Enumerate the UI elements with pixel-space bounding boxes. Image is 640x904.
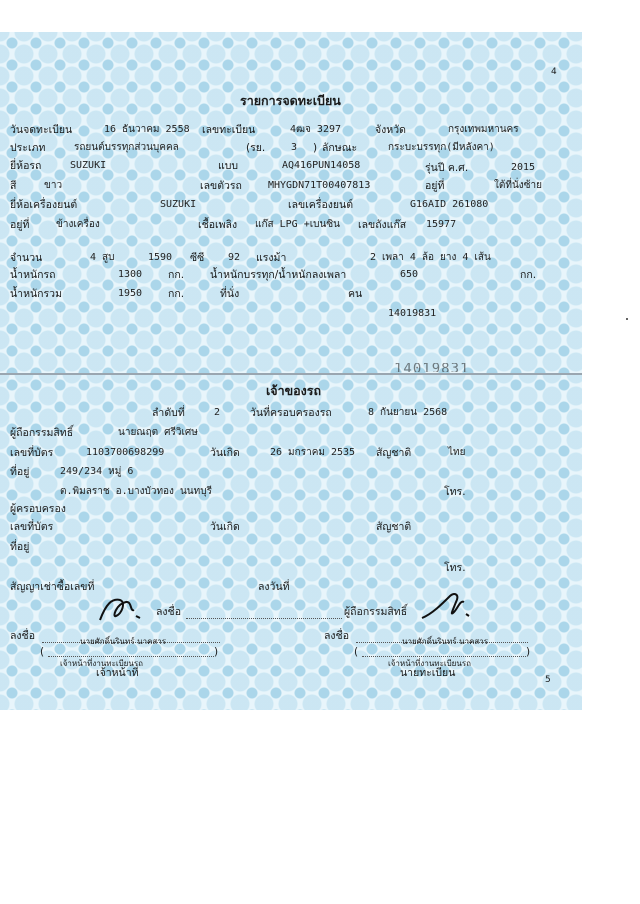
possess-date-label: วันที่ครอบครองรถ bbox=[250, 407, 332, 419]
official-right-position: เจ้าหน้าที่งานทะเบียนรถ bbox=[388, 659, 471, 668]
possessor-dob-label: วันเกิด bbox=[210, 521, 240, 533]
weight-value: 1300 bbox=[118, 269, 143, 280]
official-left-role: เจ้าหน้าที่ bbox=[96, 667, 139, 679]
official-left-paren-close: ) bbox=[214, 646, 219, 658]
axles-value: 2 เพลา 4 ล้อ ยาง 4 เส้น bbox=[370, 252, 491, 263]
chassis-value: MHYGDN71T00407813 bbox=[268, 180, 371, 191]
id-label: เลขที่บัตร bbox=[10, 447, 54, 459]
weight-unit: กก. bbox=[168, 269, 185, 281]
ry-close: ) bbox=[313, 142, 318, 154]
brand-label: ยี่ห้อรถ bbox=[10, 160, 42, 172]
page-number-top: 4 bbox=[551, 67, 557, 77]
serial-number-cut: 14019831 bbox=[394, 363, 470, 372]
engine-location-label: อยู่ที่ bbox=[10, 219, 30, 231]
possess-date-value: 8 กันยายน 2568 bbox=[368, 407, 448, 418]
type-value: รถยนต์บรรทุกส่วนบุคคล bbox=[74, 142, 179, 153]
possessor-title: ผู้ครอบครอง bbox=[10, 503, 66, 515]
nationality-value: ไทย bbox=[448, 447, 466, 458]
owner-signature-left bbox=[96, 594, 146, 624]
official-right-role: นายทะเบียน bbox=[400, 667, 456, 679]
seats-unit: คน bbox=[348, 288, 363, 300]
weight-label: น้ำหนักรถ bbox=[10, 269, 56, 281]
cc-value: 1590 bbox=[148, 252, 173, 263]
total-weight-unit: กก. bbox=[168, 288, 185, 300]
ry-label: (รย. bbox=[246, 142, 266, 154]
color-value: ขาว bbox=[44, 180, 63, 191]
address-label: ที่อยู่ bbox=[10, 466, 30, 478]
tank-value: 15977 bbox=[426, 219, 457, 230]
cylinders-value: 4 สูบ bbox=[90, 252, 115, 263]
load-value: 650 bbox=[400, 269, 419, 280]
total-weight-value: 1950 bbox=[118, 288, 143, 299]
load-label: น้ำหนักบรรทุก/น้ำหนักลงเพลา bbox=[210, 269, 347, 281]
possessor-nationality-label: สัญชาติ bbox=[376, 521, 412, 533]
engine-location-value: ข้างเครื่อง bbox=[56, 219, 100, 230]
model-label: แบบ bbox=[218, 160, 239, 172]
official-right-paren-close: ) bbox=[526, 646, 531, 658]
seats-label: ที่นั่ง bbox=[220, 288, 240, 300]
page-divider bbox=[0, 373, 582, 375]
dob-value: 26 มกราคม 2535 bbox=[270, 447, 356, 458]
id-value: 1103700698299 bbox=[86, 447, 165, 458]
stray-dot bbox=[626, 318, 628, 320]
fuel-label: เชื้อเพลิง bbox=[198, 219, 238, 231]
official-left-position: เจ้าหน้าที่งานทะเบียนรถ bbox=[60, 659, 143, 668]
hp-value: 92 bbox=[228, 252, 241, 263]
ry-value: 3 bbox=[291, 142, 298, 153]
official-right-name: นายศักดิ์นรินทร์ นาคสาร bbox=[402, 637, 489, 646]
possessor-address-label: ที่อยู่ bbox=[10, 541, 30, 553]
official-right-name-line bbox=[362, 656, 526, 657]
type-label: ประเภท bbox=[10, 142, 46, 154]
color-label: สี bbox=[10, 180, 17, 192]
reg-date-label: วันจดทะเบียน bbox=[10, 124, 73, 136]
official-left-paren-open: ( bbox=[40, 646, 45, 658]
official-left-name: นายศักดิ์นรินทร์ นาคสาร bbox=[80, 637, 167, 646]
hp-label: แรงม้า bbox=[256, 252, 287, 264]
contract-sign-line bbox=[186, 618, 342, 619]
hire-date-label: ลงวันที่ bbox=[258, 581, 290, 593]
fuel-value: แก๊ส LPG +เบนซิน bbox=[255, 219, 340, 230]
style-value: กระบะบรรทุก(มีหลังคา) bbox=[388, 142, 495, 153]
province-label: จังหวัด bbox=[375, 124, 406, 136]
owner-signature-right bbox=[420, 590, 472, 622]
owner-order-value: 2 bbox=[214, 407, 221, 418]
registration-title: รายการจดทะเบียน bbox=[240, 93, 341, 108]
model-value: AQ416PUN14058 bbox=[282, 160, 361, 171]
engine-brand-value: SUZUKI bbox=[160, 199, 197, 210]
possessor-tel-label: โทร. bbox=[444, 562, 466, 574]
year-label: รุ่นปี ค.ศ. bbox=[425, 162, 469, 174]
official-right-sign-label: ลงชื่อ bbox=[324, 630, 349, 642]
brand-value: SUZUKI bbox=[70, 160, 107, 171]
tank-label: เลขถังแก๊ส bbox=[358, 219, 407, 231]
chassis-location-label: อยู่ที่ bbox=[425, 180, 445, 192]
contract-sign-label: ลงชื่อ bbox=[156, 606, 181, 618]
total-weight-label: น้ำหนักรวม bbox=[10, 288, 62, 300]
official-left-name-line bbox=[48, 656, 214, 657]
dob-label: วันเกิด bbox=[210, 447, 240, 459]
page-number-bottom: 5 bbox=[545, 675, 551, 685]
reg-date-value: 16 ธันวาคม 2558 bbox=[104, 124, 190, 135]
count-label: จำนวน bbox=[10, 252, 43, 264]
owner-tel-label: โทร. bbox=[444, 486, 466, 498]
engine-brand-label: ยี่ห้อเครื่องยนต์ bbox=[10, 199, 78, 211]
possessor-id-label: เลขที่บัตร bbox=[10, 521, 54, 533]
load-unit: กก. bbox=[520, 269, 537, 281]
nationality-label: สัญชาติ bbox=[376, 447, 412, 459]
style-label: ลักษณะ bbox=[322, 142, 358, 154]
cc-label: ซีซี bbox=[190, 252, 205, 264]
address-line1: 249/234 หมู่ 6 bbox=[60, 466, 134, 477]
chassis-label: เลขตัวรถ bbox=[200, 180, 242, 192]
official-right-paren-open: ( bbox=[354, 646, 359, 658]
engine-no-value: G16AID 261080 bbox=[410, 199, 489, 210]
province-value: กรุงเทพมหานคร bbox=[448, 124, 519, 135]
plate-value: 4ฒจ 3297 bbox=[290, 124, 342, 135]
address-line2: ต.พิมลราช อ.บางบัวทอง นนทบุรี bbox=[60, 486, 212, 497]
owner-order-label: ลำดับที่ bbox=[152, 407, 185, 419]
plate-label: เลขทะเบียน bbox=[202, 124, 256, 136]
year-value: 2015 bbox=[511, 162, 536, 173]
engine-no-label: เลขเครื่องยนต์ bbox=[288, 199, 354, 211]
holder-name: นายณฤต ศรีวิเศษ bbox=[118, 427, 198, 438]
holder-label: ผู้ถือกรรมสิทธิ์ bbox=[10, 427, 74, 439]
chassis-location-value: ใต้ที่นั่งซ้าย bbox=[494, 180, 542, 191]
serial-number: 14019831 bbox=[388, 308, 437, 319]
owner-title: เจ้าของรถ bbox=[266, 383, 322, 398]
holder-sign-label: ผู้ถือกรรมสิทธิ์ bbox=[344, 606, 408, 618]
hire-purchase-label: สัญญาเช่าซื้อเลขที่ bbox=[10, 581, 95, 593]
official-left-sign-label: ลงชื่อ bbox=[10, 630, 35, 642]
